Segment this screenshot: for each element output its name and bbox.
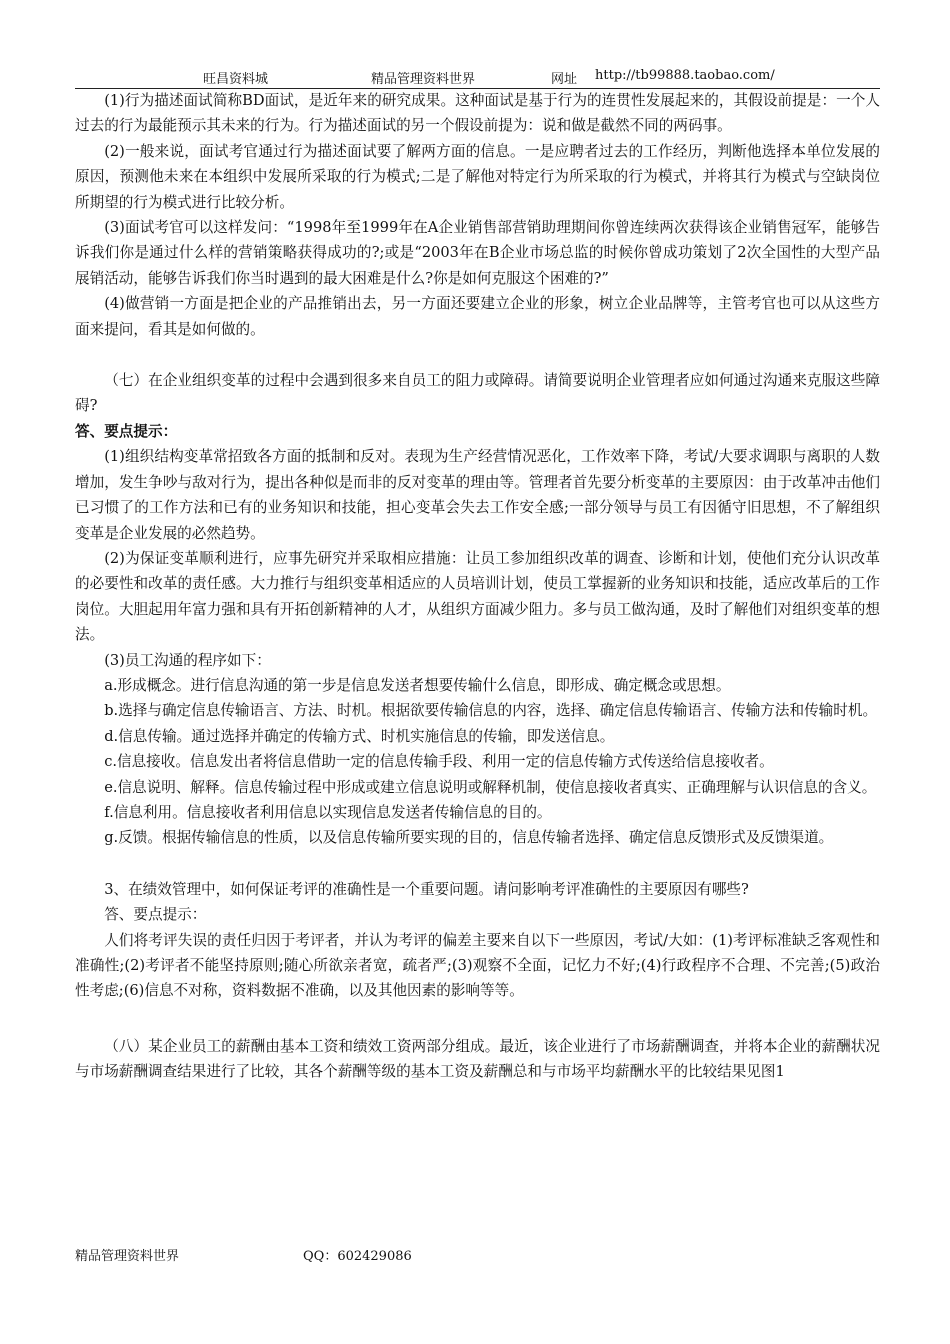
header-shop: 旺昌资料城 [203, 72, 269, 87]
footer-qq: QQ：602429086 [303, 1249, 412, 1264]
spacer [75, 342, 880, 368]
step-item: d.信息传输。通过选择并确定的传输方式、时机实施信息的传输，即发送信息。 [104, 727, 615, 745]
paragraph-a2: (2)一般来说，面试考官通过行为描述面试要了解两方面的信息。一是应聘者过去的工作经历，判断他选择本单位发展的原因，预测他未来在本组织中发展所采取的行为模式;二是了解他对特定行为所采取的行为模式，并将其行为模式与空缺岗位所期望的行为模式进行比较分析。 [75, 142, 880, 211]
header-url-label: 网址 [551, 72, 578, 87]
step-item: c.信息接收。信息发出者将信息借助一定的信息传输手段、利用一定的信息传输方式传送给信息接收者。 [104, 753, 774, 771]
paragraph-b2: (2)为保证变革顺利进行，应事先研究并采取相应措施：让员工参加组织改革的调查、诊断和计划，使他们充分认识改革的必要性和改革的责任感。大力推行与组织变革相适应的人员培训计划，使员工掌握新的业务知识和技能，适应改革后的工作岗位。大胆起用年富力强和具有开拓创新精神的人才，从组织方面减少阻力。多与员工做沟通，及时了解他们对组织变革的想法。 [75, 549, 880, 644]
answer-label-seven: 答、要点提示： [75, 422, 178, 440]
question-seven: （七）在企业组织变革的过程中会遇到很多来自员工的阻力或障碍。请简要说明企业管理者应如何通过沟通来克服这些障碍? [75, 372, 880, 415]
spacer [75, 851, 880, 877]
step-item: f.信息利用。信息接收者利用信息以实现信息发送者传输信息的目的。 [104, 803, 552, 821]
page-header [75, 66, 880, 89]
spacer [75, 1004, 880, 1034]
step-item: g.反馈。根据传输信息的性质，以及信息传输所要实现的目的，信息传输者选择、确定信息反馈形式及反馈渠道。 [104, 829, 834, 847]
step-item: e.信息说明、解释。信息传输过程中形成或建立信息说明或解释机制，使信息接收者真实、正确理解与认识信息的含义。 [104, 778, 877, 796]
question-eight: （八）某企业员工的薪酬由基本工资和绩效工资两部分组成。最近，该企业进行了市场薪酬调查，并将本企业的薪酬状况与市场薪酬调查结果进行了比较，其各个薪酬等级的基本工资及薪酬总和与市场平均薪酬水平的比较结果见图1 [75, 1037, 880, 1081]
question-three: 3、在绩效管理中，如何保证考评的准确性是一个重要问题。请问影响考评准确性的主要原因有哪些? [104, 880, 749, 898]
footer-world: 精品管理资料世界 [75, 1249, 180, 1264]
document-body [75, 88, 880, 1085]
paragraph-b3: (3)员工沟通的程序如下： [104, 651, 271, 669]
step-item: b.选择与确定信息传输语言、方法、时机。根据欲要传输信息的内容，选择、确定信息传输语言、传输方法和传输时机。 [104, 702, 878, 720]
paragraph-b1: (1)组织结构变革常招致各方面的抵制和反对。表现为生产经营情况恶化，工作效率下降，考试/大要求调职与离职的人数增加，发生争吵与敌对行为，提出各种似是而非的反对变革的理由等。管理者首先要分析变革的主要原因：由于改革冲击他们已习惯了的工作方法和已有的业务知识和技能，担心变革会失去工作安全感;一部分领导与员工有因循守旧思想，不了解组织变革是企业发展的必然趋势。 [75, 448, 880, 542]
step-item: a.形成概念。进行信息沟通的第一步是信息发送者想要传输什么信息，即形成、确定概念或思想。 [104, 676, 731, 694]
paragraph-a4: (4)做营销一方面是把企业的产品推销出去，另一方面还要建立企业的形象，树立企业品牌等，主管考官也可以从这些方面来提问，看其是如何做的。 [75, 295, 880, 338]
paragraph-a3: (3)面试考官可以这样发问：“1998年至1999年在A企业销售部营销助理期间你曾连续两次获得该企业销售冠军，能够告诉我们你是通过什么样的营销策略获得成功的?;或是“2003年在B企业市场总监的时候你曾成功策划了2次全国性的大型产品展销活动，能够告诉我们你当时遇到的最大困难是什么?你是如何克服这个困难的?” [75, 219, 880, 287]
answer-label-three: 答、要点提示： [104, 906, 207, 924]
header-url-link[interactable]: http://tb99888.taobao.com/ [595, 68, 775, 83]
paragraph-c1: 人们将考评失误的责任归因于考评者，并认为考评的偏差主要来自以下一些原因，考试/大如：(1)考评标准缺乏客观性和准确性;(2)考评者不能坚持原则;随心所欲亲者宽，疏者严;(3)观察不全面，记忆力不好;(4)行政程序不合理、不完善;(5)政治性考虑;(6)信息不对称，资料数据不准确，以及其他因素的影响等等。 [75, 931, 880, 1000]
paragraph-a1: (1)行为描述面试简称BD面试，是近年来的研究成果。这种面试是基于行为的连贯性发展起来的，其假设前提是：一个人过去的行为最能预示其未来的行为。行为描述面试的另一个假设前提为：说和做是截然不同的两码事。 [75, 92, 880, 135]
header-world: 精品管理资料世界 [371, 72, 476, 87]
